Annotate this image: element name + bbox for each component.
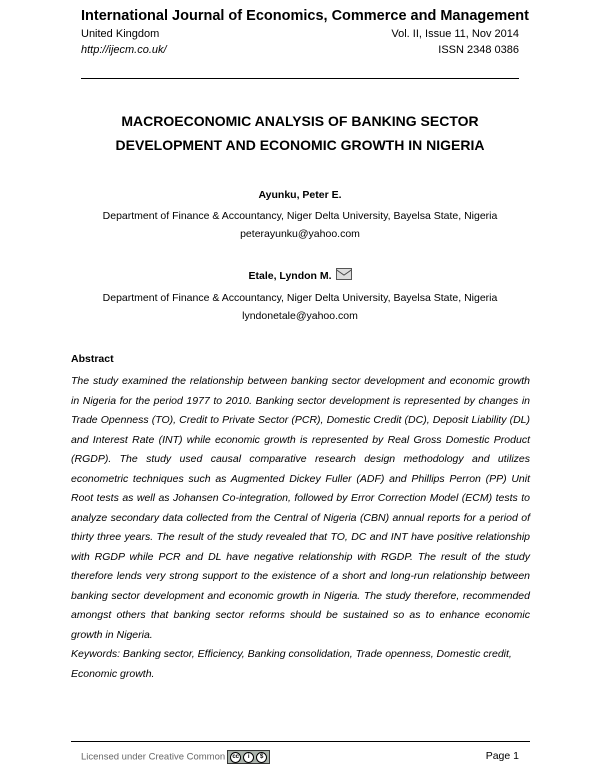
paper-title xyxy=(60,109,540,157)
noncommercial-icon: $ xyxy=(256,752,267,763)
header-rule xyxy=(81,78,519,79)
author-2-email[interactable]: lyndonetale@yahoo.com xyxy=(242,310,358,322)
license-text: Licensed under Creative Common xyxy=(81,751,226,763)
author-1-affiliation: Department of Finance & Accountancy, Niger Delta University, Bayelsa State, Nigeria xyxy=(102,210,498,222)
keywords: Keywords: Banking sector, Efficiency, Banking consolidation, Trade openness, Domestic credit, Economic growth. xyxy=(71,648,512,680)
paper-title-line-1: MACROECONOMIC ANALYSIS OF BANKING SECTOR xyxy=(121,113,479,129)
paper-title-line-2: DEVELOPMENT AND ECONOMIC GROWTH IN NIGERIA xyxy=(115,137,485,153)
author-2-line xyxy=(0,270,600,282)
journal-issn: ISSN 2348 0386 xyxy=(438,44,519,56)
journal-title: International Journal of Economics, Commerce and Management xyxy=(81,8,529,24)
mail-icon[interactable] xyxy=(336,268,352,280)
journal-url[interactable]: http://ijecm.co.uk/ xyxy=(81,44,167,56)
page-number: Page 1 xyxy=(485,750,519,762)
cc-icon: cc xyxy=(230,752,241,763)
attribution-icon: i xyxy=(243,752,254,763)
abstract-body: The study examined the relationship between banking sector development and economic growth in Nigeria for the period 1977 to 2010. Banking sector development is represented by changes in Trade Openness (TO), Credit to Private Sector (PCR), Domestic Credit (DC), Deposit Liability (DL) and Interest Rate (INT) while economic growth is represented by Real Gross Domestic Product (RGDP). The study used causal comparative research design methodology and utilizes econometric techniques such as Augmented Dickey Fuller (ADF) and Phillips Perron (PP) Unit Root tests as well as Johansen Co-integration, followed by Error Correction Model (ECM) tests to analyze secondary data collected from the Central of Nigeria (CBN) annual reports for a period of thirty three years. The result of the study revealed that TO, DC and INT have positive relationship with RGDP while PCR and DL have negative relationship with RGDP. The result of the study therefore lends very strong support to the existence of a short and long-run relationship between banking sector development and economic growth in Nigeria. The study therefore, recommended amongst others that banking sector reforms should be sustained so as to enhance economic growth in Nigeria. xyxy=(71,375,530,641)
footer-rule xyxy=(71,741,530,742)
journal-volume: Vol. II, Issue 11, Nov 2014 xyxy=(391,28,519,40)
footer-license xyxy=(81,750,270,764)
author-2-affiliation: Department of Finance & Accountancy, Niger Delta University, Bayelsa State, Nigeria xyxy=(102,292,498,304)
author-1-email[interactable]: peterayunku@yahoo.com xyxy=(240,228,360,240)
author-2-name: Etale, Lyndon M. xyxy=(248,270,332,282)
cc-license-badge[interactable] xyxy=(227,750,270,764)
author-1-name: Ayunku, Peter E. xyxy=(258,189,342,201)
abstract-heading: Abstract xyxy=(71,353,114,365)
journal-country: United Kingdom xyxy=(81,28,160,40)
